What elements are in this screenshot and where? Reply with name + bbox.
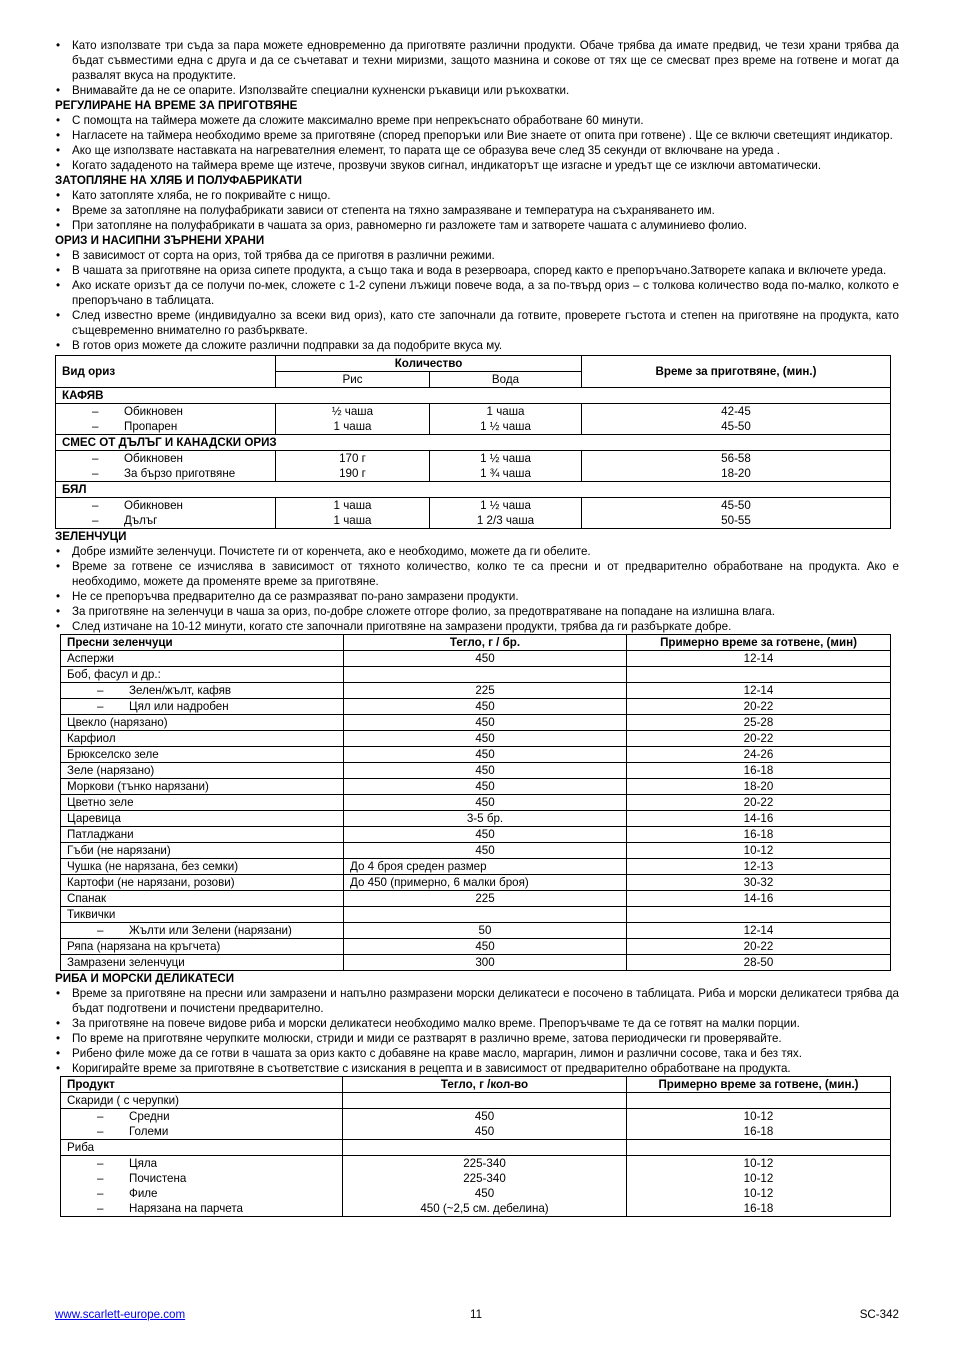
bullet-item: • Ако ще използвате наставката на нагревателния елемент, то парата ще се образува вече след 35 секунди от включване на уреда . (55, 143, 899, 158)
dash-marker: – (97, 684, 104, 697)
veg-time-cell (627, 667, 891, 683)
water-amount: 1 чаша (486, 405, 525, 418)
veg-time-cell: 16-18 (627, 827, 891, 843)
bullet-item: • По време на приготвяне черупките молюски, стриди и миди се разтварят в различно време, затова периодически ги проверявайте. (55, 1031, 899, 1046)
empty-cell (627, 1093, 891, 1109)
dash-marker: – (97, 924, 104, 937)
veg-time-cell: 30-32 (627, 875, 891, 891)
veg-weight-cell: До 4 броя среден размер (344, 859, 627, 875)
section-heading-bread: ЗАТОПЛЯНЕ НА ХЛЯБ И ПОЛУФАБРИКАТИ (55, 174, 302, 187)
bullet-item: • Добре измийте зеленчуци. Почистете ги от коренчета, ако е необходимо, можете да ги обелите. (55, 544, 899, 559)
veg-time-cell: 10-12 (627, 843, 891, 859)
veg-time-cell: 20-22 (627, 699, 891, 715)
fish-item (67, 1124, 336, 1139)
table-group-row (56, 482, 891, 498)
veg-name-cell: Спанак (61, 891, 344, 907)
fish-time: 10-12 (743, 1187, 774, 1200)
cook-time: 45-50 (721, 420, 751, 433)
veg-weight-cell: 450 (344, 731, 627, 747)
table-row (61, 699, 891, 715)
veg-weight-cell (344, 907, 627, 923)
water-amount: 1 ½ чаша (480, 420, 531, 433)
rice-variety (62, 419, 269, 434)
cook-time: 50-55 (721, 514, 751, 527)
rice-table-header-water: Вода (430, 372, 582, 388)
rice-amount: ½ чаша (331, 405, 374, 418)
group-label: СМЕС ОТ ДЪЛЪГ И КАНАДСКИ ОРИЗ (56, 435, 891, 451)
veg-name-cell: Боб, фасул и др.: (61, 667, 344, 683)
fish-weight: 450 (474, 1125, 495, 1138)
veg-name-cell: Моркови (тънко нарязани) (61, 779, 344, 795)
veg-weight-cell: 450 (344, 715, 627, 731)
veg-time-cell: 24-26 (627, 747, 891, 763)
fish-item (67, 1109, 336, 1124)
fish-table-header-time: Примерно време за готвене, (мин.) (627, 1077, 891, 1093)
dash-marker: – (92, 499, 99, 512)
bullet-item: • В готов ориз можете да сложите различни подправки за да подобрите вкуса му. (55, 338, 899, 353)
veg-weight-cell: 450 (344, 651, 627, 667)
fish-weight: 450 (474, 1110, 495, 1123)
rice-names-cell (56, 498, 276, 529)
water-amount: 1 ½ чаша (480, 499, 531, 512)
fish-item-label: Филе (129, 1187, 158, 1200)
veg-time-cell: 20-22 (627, 795, 891, 811)
section-heading-timer: РЕГУЛИРАНЕ НА ВРЕМЕ ЗА ПРИГОТВЯНЕ (55, 99, 298, 112)
veg-weight-cell: 450 (344, 827, 627, 843)
water-qty-cell (430, 498, 582, 529)
table-group-row (56, 388, 891, 404)
bullet-item: • Ако искате оризът да се получи по-мек, сложете с 1-2 супени лъжици повече вода, а за по-твърд ориз – с толкова количество вода по-малко, колкото е препоръчано в таблицата. (55, 278, 899, 308)
bullet-item: • Не се препоръчва предварително да се размразяват по-рано замразени продукти. (55, 589, 899, 604)
table-row (61, 907, 891, 923)
vegetable-table (60, 634, 891, 971)
rice-table-header-rice: Рис (276, 372, 430, 388)
table-row (61, 843, 891, 859)
variety-label: Дълъг (124, 514, 158, 527)
rice-amount: 1 чаша (333, 499, 372, 512)
water-qty-cell (430, 404, 582, 435)
table-row (61, 955, 891, 971)
fish-weight: 450 (474, 1187, 495, 1200)
rice-amount: 170 г (339, 452, 366, 465)
time-cell (582, 451, 891, 482)
veg-name-cell: Зеле (нарязано) (61, 763, 344, 779)
variety-label: Обикновен (124, 452, 183, 465)
veg-weight-cell: 450 (344, 843, 627, 859)
table-row (61, 715, 891, 731)
group-label: БЯЛ (56, 482, 891, 498)
veg-weight-cell (344, 667, 627, 683)
veg-weight-cell: 450 (344, 939, 627, 955)
veg-name-cell: Царевица (61, 811, 344, 827)
group-label: Скариди ( с черупки) (61, 1093, 343, 1109)
bullet-item: • Като затопляте хляба, не го покривайте с нищо. (55, 188, 899, 203)
veg-time-cell: 12-14 (627, 923, 891, 939)
fish-item (67, 1186, 336, 1201)
cook-time: 42-45 (721, 405, 751, 418)
section-heading-rice: ОРИЗ И НАСИПНИ ЗЪРНЕНИ ХРАНИ (55, 234, 265, 247)
veg-name-cell (61, 923, 344, 939)
cook-time: 18-20 (721, 467, 751, 480)
veg-name-cell (61, 699, 344, 715)
rice-variety (62, 451, 269, 466)
fish-item-label: Големи (129, 1125, 169, 1138)
veg-table-header-weight: Тегло, г / бр. (344, 635, 627, 651)
table-row (61, 731, 891, 747)
table-group-row (61, 1140, 891, 1156)
fish-table-header-name: Продукт (61, 1077, 343, 1093)
table-row (61, 1109, 891, 1140)
water-amount: 1 ½ чаша (480, 452, 531, 465)
bullet-item: • Време за готвене се изчислява в зависимост от тяхното количество, колко те са пресни и от предварително обработване на продукта. Ако е необходимо, можете да променяте време за приготвяне. (55, 559, 899, 589)
table-row (61, 923, 891, 939)
veg-time-cell: 20-22 (627, 939, 891, 955)
veg-time-cell: 28-50 (627, 955, 891, 971)
fish-time-cell (627, 1109, 891, 1140)
veg-time-cell: 12-14 (627, 651, 891, 667)
water-amount: 1 2/3 чаша (476, 514, 535, 527)
cook-time: 45-50 (721, 499, 751, 512)
veg-weight-cell: 450 (344, 779, 627, 795)
fish-item-label: Цяла (129, 1157, 158, 1170)
fish-weight: 450 (~2,5 см. дебелина) (420, 1202, 549, 1215)
dash-marker: – (92, 467, 99, 480)
bullet-item: • За приготвяне на зеленчуци в чаша за ориз, по-добре сложете отгоре фолио, за предотвратяване на попадане на излишна влага. (55, 604, 899, 619)
bullet-item: • За приготвяне на повече видове риба и морски деликатеси необходимо малко време. Препоръчваме те да се готвят на малки порции. (55, 1016, 899, 1031)
veg-time-cell: 18-20 (627, 779, 891, 795)
table-row (61, 667, 891, 683)
dash-marker: – (97, 1172, 104, 1185)
dash-marker: – (92, 405, 99, 418)
group-label: КАФЯВ (56, 388, 891, 404)
fish-item (67, 1171, 336, 1186)
rice-variety (62, 513, 269, 528)
fish-item-label: Средни (129, 1110, 170, 1123)
water-amount: 1 ¾ чаша (480, 467, 531, 480)
bullet-item: • С помощта на таймера можете да сложите максимално време при непрекъснато обработване 60 минути. (55, 113, 899, 128)
veg-name-cell: Цвекло (нарязано) (61, 715, 344, 731)
bread-bullet-list (55, 188, 899, 233)
veg-table-header-time: Примерно време за готвене, (мин) (627, 635, 891, 651)
veg-time-cell: 14-16 (627, 891, 891, 907)
fish-names-cell (61, 1109, 343, 1140)
table-row (61, 763, 891, 779)
cook-time: 56-58 (721, 452, 751, 465)
rice-amount: 1 чаша (333, 420, 372, 433)
rice-amount: 1 чаша (333, 514, 372, 527)
table-row (61, 747, 891, 763)
veg-weight-cell: 225 (344, 683, 627, 699)
bullet-item: • Време за приготвяне на пресни или замразени и напълно размразени морски деликатеси е посочено в таблицата. Риба и морски деликатеси трябва да бъдат подготвени и почистени предварително. (55, 986, 899, 1016)
veg-time-cell (627, 907, 891, 923)
variety-label: Обикновен (124, 499, 183, 512)
section-heading-veg: ЗЕЛЕНЧУЦИ (55, 530, 127, 543)
dash-marker: – (97, 1187, 104, 1200)
variety-label: За бързо приготвяне (124, 467, 236, 480)
bullet-item: • Нагласете на таймера необходимо време за приготвяне (според препоръки или Вие знаете от опита при готвене) . Ще се включи светещият индикатор. (55, 128, 899, 143)
veg-name-cell (61, 683, 344, 699)
fish-time: 10-12 (743, 1157, 774, 1170)
empty-cell (627, 1140, 891, 1156)
veg-name-cell: Чушка (не нарязана, без семки) (61, 859, 344, 875)
table-row (61, 683, 891, 699)
fish-item (67, 1201, 336, 1216)
fish-time-cell (627, 1156, 891, 1217)
veg-weight-cell: До 450 (примерно, 6 малки броя) (344, 875, 627, 891)
bullet-item: • Внимавайте да не се опарите. Използвайте специални кухненски ръкавици или ръкохватки. (55, 83, 899, 98)
fish-weight-cell (343, 1109, 627, 1140)
bullet-item: • Рибено филе може да се готви в чашата за ориз както с добавяне на краве масло, маргарин, лимон и различни сосове, така и без тях. (55, 1046, 899, 1061)
veg-weight-cell: 225 (344, 891, 627, 907)
veg-name-cell: Картофи (не нарязани, розови) (61, 875, 344, 891)
rice-table-header-time: Време за приготвяне, (мин.) (582, 356, 891, 388)
dash-marker: – (97, 1110, 104, 1123)
veg-name-cell: Карфиол (61, 731, 344, 747)
rice-variety (62, 466, 269, 481)
dash-marker: – (92, 420, 99, 433)
rice-amount: 190 г (339, 467, 366, 480)
website-link[interactable]: www.scarlett-europe.com (55, 1308, 186, 1321)
fish-time: 10-12 (743, 1110, 774, 1123)
intro-bullet-list (55, 38, 899, 98)
veg-weight-cell: 450 (344, 699, 627, 715)
fish-names-cell (61, 1156, 343, 1217)
variety-label: Пропарен (124, 420, 178, 433)
bullet-item: • След известно време (индивидуално за всеки вид ориз), като сте започнали да готвите, проверете гъстота и степен на приготвяне на продукта, като същевременно внимателно го разбърквате. (55, 308, 899, 338)
table-row (61, 859, 891, 875)
veg-name-cell: Гъби (не нарязани) (61, 843, 344, 859)
table-row (56, 451, 891, 482)
fish-weight-cell (343, 1156, 627, 1217)
fish-time: 10-12 (743, 1172, 774, 1185)
dash-marker: – (97, 1125, 104, 1138)
table-row (61, 1156, 891, 1217)
fish-table (60, 1076, 891, 1217)
bullet-item: • Когато зададеното на таймера време ще изтече, прозвучи звуков сигнал, индикаторът ще изгасне и уредът ще се изключи автоматически. (55, 158, 899, 173)
rice-qty-cell (276, 498, 430, 529)
dash-marker: – (92, 514, 99, 527)
veg-time-cell: 12-14 (627, 683, 891, 699)
fish-item (67, 1156, 336, 1171)
rice-bullet-list (55, 248, 899, 353)
rice-table-header-quantity: Количество (276, 356, 582, 372)
bullet-item: • След изтичане на 10-12 минути, когато сте започнали приготвяне на замразени продукти, трябва да ги разбъркате добре. (55, 619, 899, 634)
rice-qty-cell (276, 451, 430, 482)
rice-names-cell (56, 404, 276, 435)
fish-item-label: Почистена (129, 1172, 187, 1185)
table-row (61, 779, 891, 795)
veg-time-cell: 14-16 (627, 811, 891, 827)
veg-weight-cell: 450 (344, 795, 627, 811)
veg-bullet-list (55, 544, 899, 634)
bullet-item: • Като използвате три съда за пара можете едновременно да приготвяте различни продукти. Обаче трябва да имате предвид, че тези храни трябва да бъдат съвместими една с друга и да се съчетават и техни миризми, защото мазнина и сокове от тях ще се смесват през време на готвене и могат да развалят вкуса на продуктите. (55, 38, 899, 83)
veg-time-cell: 20-22 (627, 731, 891, 747)
fish-item-label: Нарязана на парчета (129, 1202, 243, 1215)
veg-name-cell: Тиквички (61, 907, 344, 923)
fish-table-header-weight: Тегло, г /кол-во (343, 1077, 627, 1093)
veg-name-cell: Замразени зеленчуци (61, 955, 344, 971)
rice-table-header-type: Вид ориз (56, 356, 276, 388)
veg-weight-cell: 3-5 бр. (344, 811, 627, 827)
item-label: Жълти или Зелени (нарязани) (129, 924, 292, 937)
rice-qty-cell (276, 404, 430, 435)
table-row (61, 795, 891, 811)
table-group-row (56, 435, 891, 451)
fish-time: 16-18 (743, 1125, 774, 1138)
table-row (61, 811, 891, 827)
empty-cell (343, 1140, 627, 1156)
group-label: Риба (61, 1140, 343, 1156)
rice-variety (62, 404, 269, 419)
veg-time-cell: 12-13 (627, 859, 891, 875)
rice-variety (62, 498, 269, 513)
variety-label: Обикновен (124, 405, 183, 418)
timer-bullet-list (55, 113, 899, 173)
table-row (61, 651, 891, 667)
table-row (56, 498, 891, 529)
bullet-item: • В зависимост от сорта на ориз, той трябва да се приготвя в различни режими. (55, 248, 899, 263)
table-row (56, 404, 891, 435)
model-number: SC-342 (859, 1308, 899, 1321)
veg-name-cell: Цветно зеле (61, 795, 344, 811)
water-qty-cell (430, 451, 582, 482)
fish-weight: 225-340 (463, 1172, 506, 1185)
bullet-item: • Коригирайте време за приготвяне в съответствие с изискания в рецепта и в зависимост от предварително обработване на продукта. (55, 1061, 899, 1076)
veg-weight-cell: 300 (344, 955, 627, 971)
bullet-item: • При затопляне на полуфабрикати в чашата за ориз, равномерно ги разложете там и затворете чашата с алуминиево фолио. (55, 218, 899, 233)
veg-name-cell: Патладжани (61, 827, 344, 843)
veg-weight-cell: 50 (344, 923, 627, 939)
table-row (61, 875, 891, 891)
veg-time-cell: 25-28 (627, 715, 891, 731)
dash-marker: – (97, 700, 104, 713)
veg-weight-cell: 450 (344, 747, 627, 763)
fish-weight: 225-340 (463, 1157, 506, 1170)
veg-table-header-name: Пресни зеленчуци (61, 635, 344, 651)
dash-marker: – (92, 452, 99, 465)
bullet-item: • В чашата за приготвяне на ориза сипете продукта, а също така и вода в резервоара, според както е препоръчано.Затворете капака и включете уреда. (55, 263, 899, 278)
section-heading-fish: РИБА И МОРСКИ ДЕЛИКАТЕСИ (55, 972, 235, 985)
dash-marker: – (97, 1202, 104, 1215)
table-group-row (61, 1093, 891, 1109)
rice-table (55, 355, 891, 529)
bullet-item: • Време за затопляне на полуфабрикати зависи от степента на тяхно замразяване и температура на съхраняването им. (55, 203, 899, 218)
veg-weight-cell: 450 (344, 763, 627, 779)
empty-cell (343, 1093, 627, 1109)
document-page (55, 38, 899, 1217)
fish-time: 16-18 (743, 1202, 774, 1215)
table-row (61, 827, 891, 843)
table-row (61, 891, 891, 907)
rice-names-cell (56, 451, 276, 482)
veg-name-cell: Аспержи (61, 651, 344, 667)
time-cell (582, 404, 891, 435)
table-row (61, 939, 891, 955)
item-label: Зелен/жълт, кафяв (129, 684, 232, 697)
veg-time-cell: 16-18 (627, 763, 891, 779)
veg-name-cell: Брюкселско зеле (61, 747, 344, 763)
veg-name-cell: Ряпа (нарязана на кръгчета) (61, 939, 344, 955)
fish-bullet-list (55, 986, 899, 1076)
page-number: 11 (470, 1308, 483, 1321)
dash-marker: – (97, 1157, 104, 1170)
time-cell (582, 498, 891, 529)
item-label: Цял или надробен (129, 700, 229, 713)
